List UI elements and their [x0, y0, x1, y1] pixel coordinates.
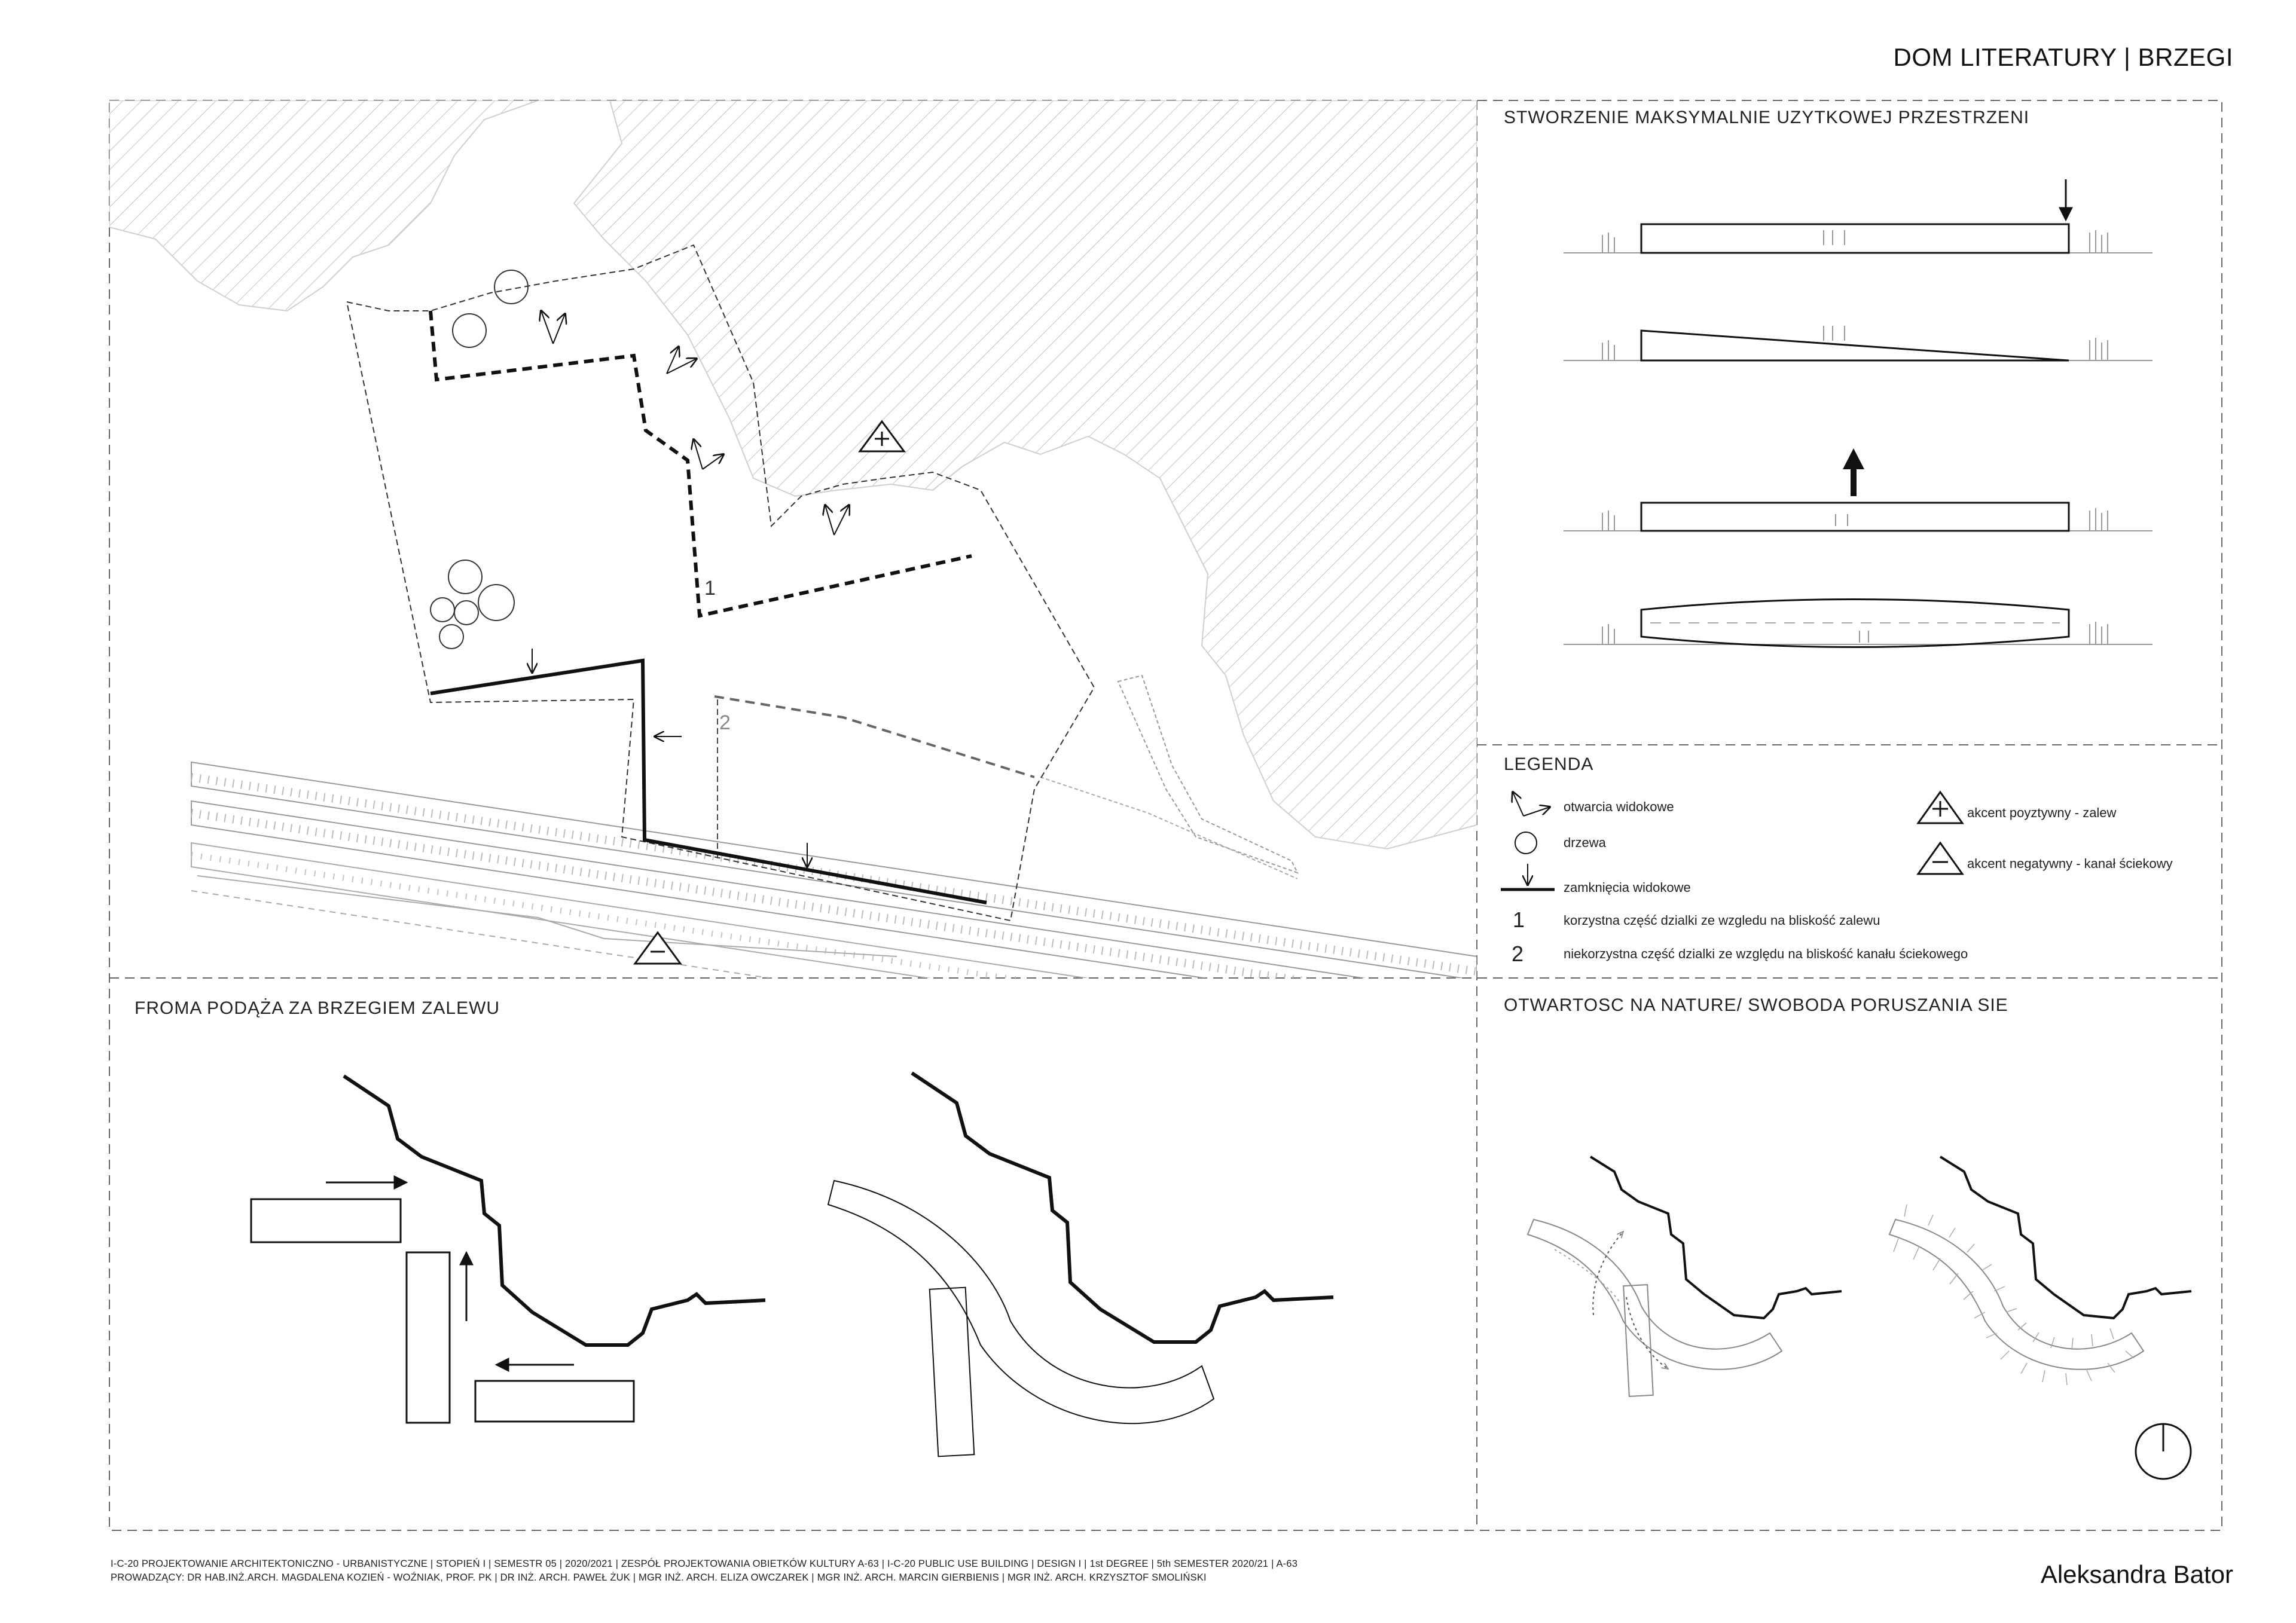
legend-label-trees: drzewa — [1564, 835, 1606, 850]
legend-label-unfavorable: niekorzystna część dzialki ze względu na bliskość kanału ściekowego — [1564, 946, 1968, 961]
tree-circles — [430, 270, 528, 649]
legend-number-2: 2 — [1512, 942, 1524, 966]
openness-diagram-2 — [1889, 1157, 2191, 1385]
north-arrow-icon — [2136, 1424, 2191, 1479]
block-vertical — [407, 1252, 450, 1423]
footer-course-info: I-C-20 PROJEKTOWANIE ARCHITEKTONICZNO - URBANISTYCZNE | STOPIEŃ I | SEMESTR 05 | 2020/2021 | ZESPÓŁ PROJEKTOWANIA OBIETKÓW KULTURY A-63 | I-C-20 PUBLIC USE BUILDING | DESIGN I | 1st DEGREE | 5th SEMESTER 2020/21 | A-63 — [111, 1558, 1298, 1569]
site-plan — [109, 100, 1477, 1085]
legend-icons — [1501, 792, 1962, 890]
footer-instructors: PROWADZĄCY: DR HAB.INŻ.ARCH. MAGDALENA KOZIEŃ - WOŹNIAK, PROF. PK | DR INŻ. ARCH. PAWEŁ ŻUK | MGR INŻ. ARCH. ELIZA OWCZAREK | MGR INŻ. ARCH. MARCIN GIERBIENIS | MGR INŻ. ARCH. KRZYSZTOF SMOLIŃSKI — [111, 1572, 1207, 1583]
section-diagrams — [1564, 179, 2152, 647]
legend-label-favorable: korzystna część dzialki ze wzgledu na bliskość zalewu — [1564, 913, 1880, 928]
openness-diagram-1 — [1528, 1157, 1842, 1396]
view-closure-icon — [1501, 864, 1555, 890]
accent-positive-legend-icon — [1918, 792, 1962, 823]
block-horizontal-top — [251, 1199, 401, 1242]
legend-label-negative-accent: akcent negatywny - kanał ściekowy — [1967, 856, 2173, 871]
plan-zone-2-label: 2 — [719, 711, 731, 734]
section-title-form-follows-shore: FROMA PODĄŻA ZA BRZEGIEM ZALEWU — [135, 998, 500, 1018]
curved-building-outline — [828, 1181, 1214, 1423]
straight-block — [930, 1288, 975, 1457]
author-name: Aleksandra Bator — [2040, 1560, 2233, 1588]
block-horizontal-bottom — [475, 1381, 634, 1422]
tree-circle-icon — [1515, 832, 1537, 854]
shoreline-4 — [1940, 1157, 2191, 1318]
shore-diagram-1 — [251, 1076, 765, 1423]
legend-number-1: 1 — [1513, 907, 1525, 932]
section-3-volume — [1641, 503, 2069, 531]
accent-negative-legend-icon — [1918, 843, 1962, 874]
view-arrows-icon — [1513, 792, 1550, 816]
shore-diagram-2 — [828, 1073, 1333, 1456]
legend-label-view-openings: otwarcia widokowe — [1564, 799, 1674, 814]
section-title-usable-space: STWORZENIE MAKSYMALNIE UZYTKOWEJ PRZESTRZENI — [1504, 108, 2030, 127]
legend-heading: LEGENDA — [1504, 754, 1594, 774]
section-1-volume — [1641, 224, 2069, 253]
accent-negative-icon — [635, 933, 680, 964]
section-title-openness: OTWARTOSC NA NATURE/ SWOBODA PORUSZANIA SIE — [1504, 995, 2008, 1015]
water-hatch-area — [109, 100, 1477, 849]
plan-zone-1-label: 1 — [704, 577, 716, 600]
legend-label-view-closures: zamknięcia widokowe — [1564, 880, 1691, 895]
shoreline-2 — [912, 1073, 1333, 1342]
shoreline-3 — [1590, 1157, 1842, 1318]
section-2-volume — [1641, 331, 2069, 360]
legend-label-positive-accent: akcent poyztywny - zalew — [1967, 805, 2117, 820]
page-title: DOM LITERATURY | BRZEGI — [1893, 43, 2233, 71]
